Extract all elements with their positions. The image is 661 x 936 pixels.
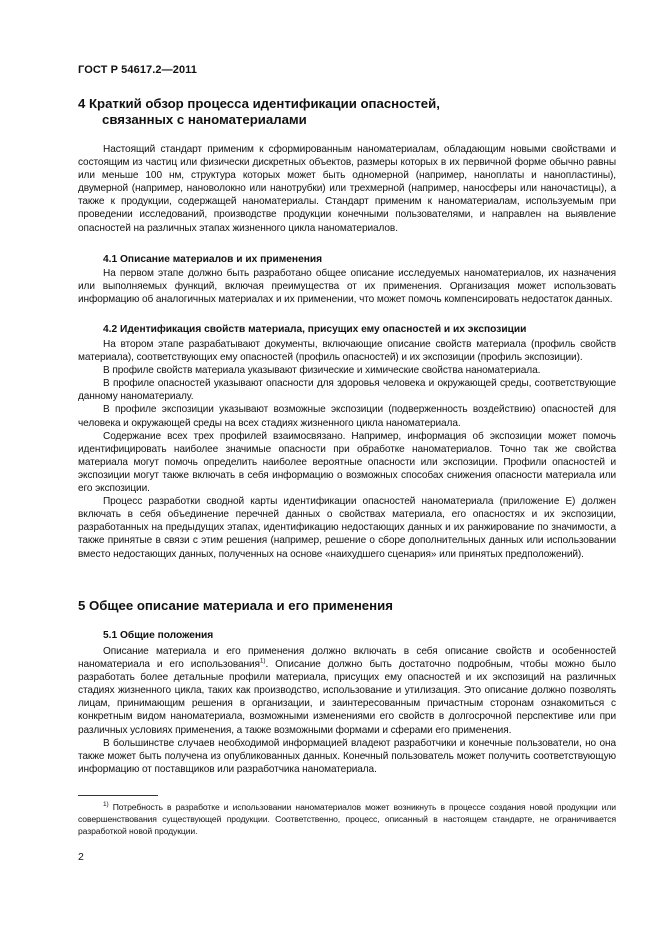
- footnote-divider: [78, 795, 158, 796]
- section-4-intro: [78, 143, 616, 235]
- section-4-title-line-1: 4 Краткий обзор процесса идентификации опасностей,: [78, 96, 440, 111]
- page-number: 2: [78, 851, 84, 863]
- subsection-4-1-title: 4.1 Описание материалов и их применения: [103, 254, 323, 265]
- paragraph: На первом этапе должно быть разработано общее описание исследуемых наноматериалов, их назначения или выполняемых функций, включая преимущества от их применения. Организация может использовать информацию об аналогичных материалах и их применении, что может помочь компенсировать недостаток данных.: [78, 268, 616, 306]
- section-4-heading: [78, 96, 616, 128]
- paragraph: Содержание всех трех профилей взаимосвязано. Например, информация об экспозиции может помочь идентифицировать наиболее значимые опасности при обработке наноматериалов. Точно так же свойства материала могут помочь определить наиболее вероятные опасности или экспозиции. Профили опасностей и экспозиции могут также включать в себя информацию о возможных способах снижения опасности материала или его экспозиции.: [78, 430, 616, 495]
- paragraph: В профиле опасностей указывают опасности для здоровья человека и окружающей среды, соответствующие данному наноматериалу.: [78, 378, 616, 403]
- subsection-4-2: [78, 323, 616, 336]
- subsection-5-1-body: [78, 645, 616, 776]
- footnote-ref: 1): [259, 657, 266, 665]
- footnote: [78, 801, 616, 837]
- paragraph-part: . Описание должно быть достаточно подробным, чтобы можно было разработать более детальные профили материала, присущих ему опасностей и их экспозиций на различных стадиях жизненного цикла, таких как производство, использование и утилизация. Это описание должно позволять лицам, принимающим решения в организации, и заинтересованным причастным сторонам ознакомиться с конкретным видом наноматериала, возможными изменениями его свойств в долгосрочной перспективе или при различных условиях применения, а также возможными формами и сферами его применения.: [78, 659, 616, 736]
- paragraph: [78, 645, 616, 737]
- paragraph: В профиле свойств материала указывают физические и химические свойства наноматериала.: [103, 365, 541, 377]
- section-5-heading: [78, 598, 616, 614]
- paragraph: Настоящий стандарт применим к сформированным наноматериалам, обладающим новыми свойствами и состоящим из частиц или физически дискретных объектов, размеры которых в их первичной форме обычно равны или меньше 100 нм, структура которых может быть одномерной (например, наноплаты и нанопластины), двумерной (например, нановолокно или нанотрубки) или трехмерной (например, наносферы или наночастицы), а также к продукции, содержащей наноматериалы. Стандарт применим к наноматериалам, используемым при проведении исследований, производстве продукции конечными пользователями, и направлен на выявление опасностей на различных этапах жизненного цикла наноматериалов.: [78, 144, 616, 234]
- section-4-title-line-2: связанных с наноматериалами: [102, 112, 307, 127]
- subsection-4-1: [78, 253, 616, 266]
- paragraph: В большинстве случаев необходимой информацией владеют разработчики и конечные пользователи, но она также может быть получена из опубликованных данных. Конечный пользователь может получить соответствующую информацию от поставщиков или разработчика наноматериала.: [78, 737, 616, 775]
- subsection-5-1-title: 5.1 Общие положения: [103, 630, 214, 641]
- subsection-4-2-body: [78, 338, 616, 561]
- paragraph-part: Описание материала и его применения должно включать в себя описание свойств и особенностей наноматериала и его использования: [78, 646, 616, 671]
- subsection-4-2-title: 4.2 Идентификация свойств материала, присущих ему опасностей и их экспозиции: [103, 324, 527, 335]
- paragraph: Процесс разработки сводной карты идентификации опасностей наноматериала (приложение Е) должен включать в себя объединение перечней данных о свойствах материала, его опасностях и их экспозиции, разработанных на предыдущих этапах, идентификацию недостающих данных и их ранжирование по значимости, а также принятые в связи с этим решения (например, решение о сборе дополнительных данных или использовании вместо недостающих данных, полученных на основе «наихудшего сценария» или принятых предположений).: [78, 496, 616, 560]
- subsection-4-1-body: [78, 267, 616, 306]
- paragraph: В профиле экспозиции указывают возможные экспозиции (подверженность воздействию) опасностей для человека и окружающей среды на всех стадиях жизненного цикла наноматериала.: [78, 404, 616, 429]
- footnote-marker: 1): [103, 801, 109, 809]
- footnote-text: Потребность в разработке и использовании наноматериалов может возникнуть в процессе создания новой продукции или совершенствования существующей продукции. Соответственно, процесс, описанный в настоящем стандарте, не ограничивается разработкой новой продукции.: [78, 802, 616, 836]
- running-header: ГОСТ Р 54617.2—2011: [78, 64, 198, 76]
- subsection-5-1: [78, 629, 616, 642]
- section-5-title: 5 Общее описание материала и его применения: [78, 598, 393, 613]
- paragraph: На втором этапе разрабатывают документы, включающие описание свойств материала (профиль свойств материала), соответствующих ему опасностей (профиль опасностей) и их экспозиции (профиль экспозиции).: [78, 339, 616, 364]
